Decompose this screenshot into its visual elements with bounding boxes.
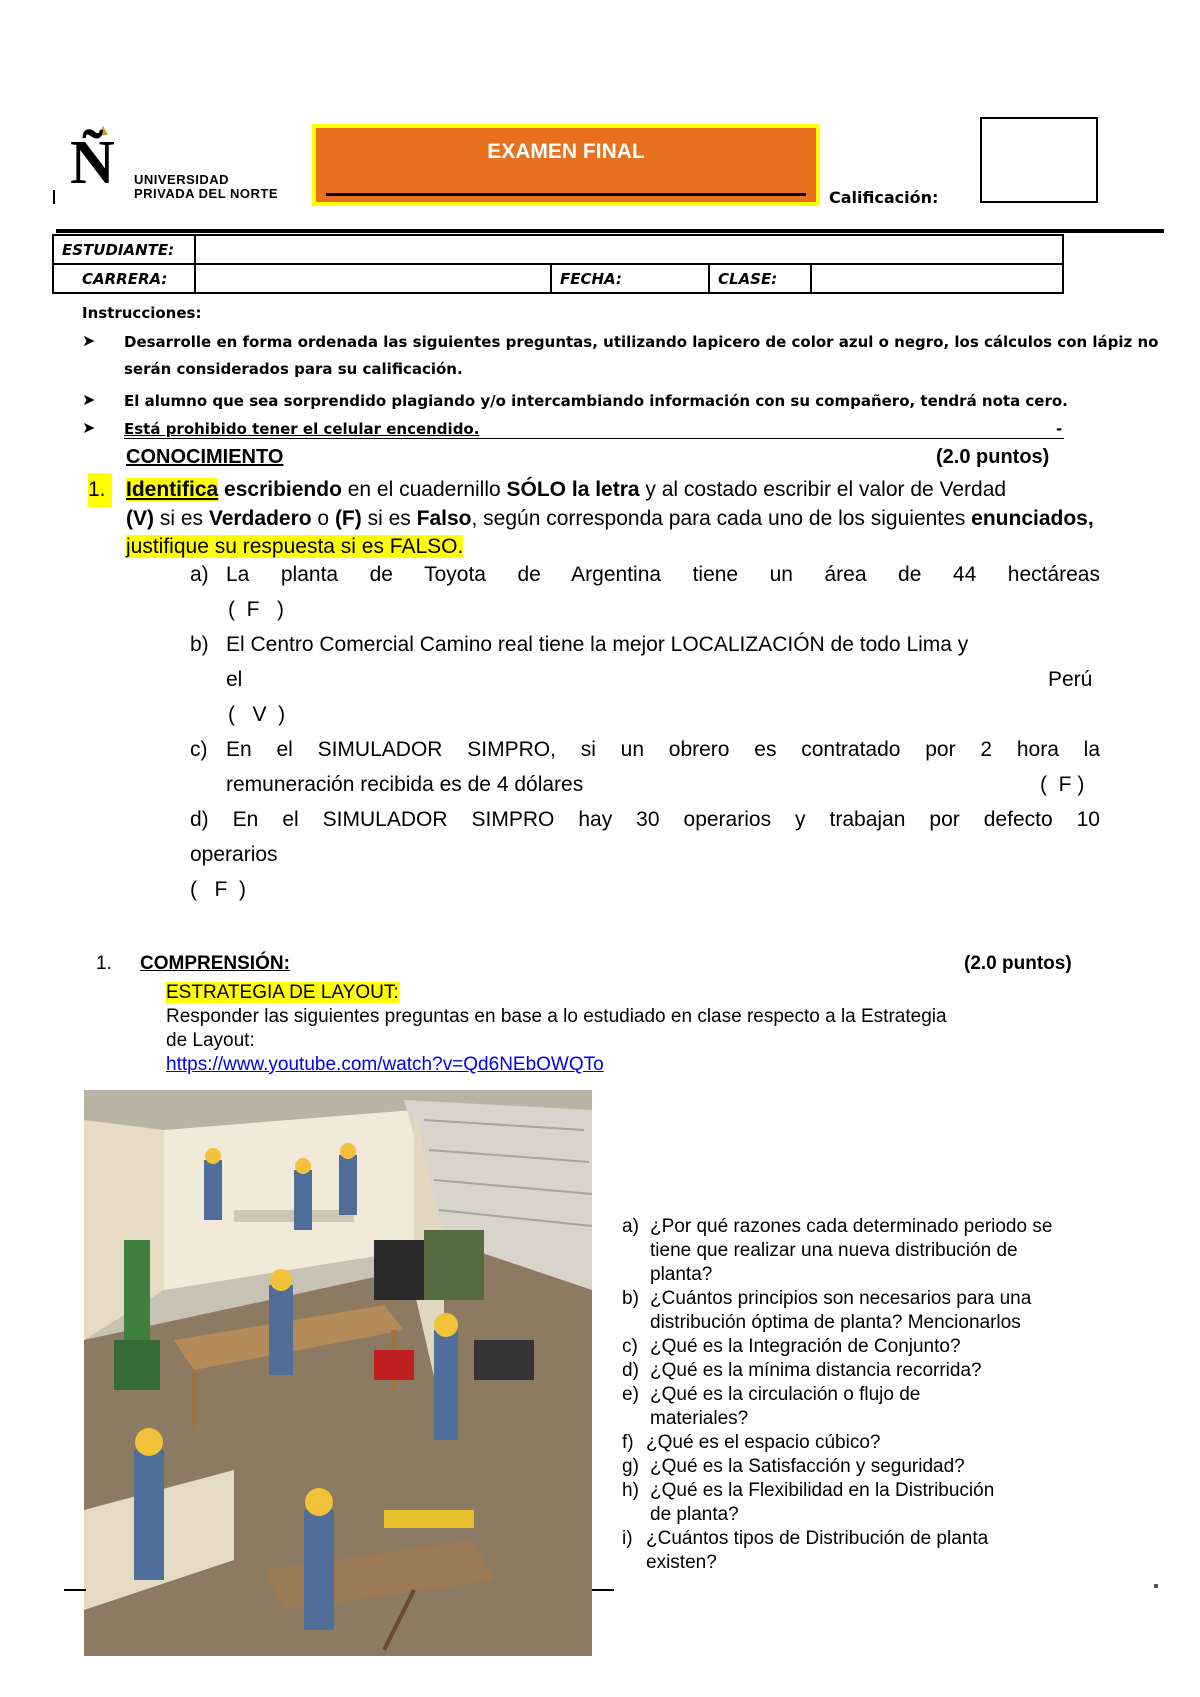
instruction-2: El alumno que sea sorprendido plagiando y/o intercambiando información con su compañero, tendrá nota cero.	[124, 392, 1068, 410]
question-line: ¿Qué es la Integración de Conjunto?	[650, 1336, 961, 1357]
item-a-text: La planta de Toyota de Argentina tiene un área de 44 hectáreas	[226, 563, 1100, 586]
question-label: e)	[622, 1384, 639, 1405]
career-label: CARRERA:	[53, 264, 195, 293]
item-b-label: b)	[190, 633, 209, 656]
question-line: distribución óptima de planta? Mencionarlos	[650, 1312, 1021, 1333]
section1-points: (2.0 puntos)	[936, 446, 1050, 468]
item-b-answer: ( V )	[228, 703, 286, 726]
bullet-arrow-icon: ➤	[82, 392, 96, 409]
instruction-underline	[124, 438, 1064, 439]
line2-text-j: ,	[1087, 507, 1094, 530]
item-a-answer: ( F )	[228, 598, 284, 621]
verdadero-word: Verdadero	[208, 507, 312, 530]
question-item	[622, 1527, 1142, 1575]
bullet-arrow-icon: ➤	[82, 333, 96, 350]
question-label: f)	[622, 1432, 634, 1453]
logo-line2: PRIVADA DEL NORTE	[134, 186, 279, 201]
youtube-link[interactable]: https://www.youtube.com/watch?v=Qd6NEbOWQTo	[166, 1054, 604, 1075]
question-label: d)	[622, 1360, 639, 1381]
section2-number: 1.	[96, 953, 112, 974]
student-label: ESTUDIANTE:	[53, 235, 195, 264]
question-label: h)	[622, 1480, 639, 1501]
falso-word: Falso	[416, 507, 472, 530]
class-field[interactable]	[811, 264, 1063, 293]
line2-text-f: si es	[361, 507, 417, 530]
layout-strategy-heading: ESTRATEGIA DE LAYOUT:	[166, 982, 399, 1003]
item-b-text1: El Centro Comercial Camino real tiene la mejor LOCALIZACIÓN de todo Lima y	[226, 633, 969, 656]
identifica-word: Identifica	[126, 478, 219, 501]
question-line: ¿Qué es la circulación o flujo de	[650, 1384, 921, 1405]
line1-text-e: y al costado escribir el valor de Verdad	[639, 478, 1007, 501]
question-line: ¿Qué es la Satisfacción y seguridad?	[650, 1456, 965, 1477]
section1-line3	[126, 530, 463, 564]
item-c-label: c)	[190, 738, 208, 761]
section2-desc2: de Layout:	[166, 1030, 255, 1051]
question-line: ¿Cuántos principios son necesarios para una	[650, 1288, 1032, 1309]
question-label: g)	[622, 1456, 639, 1477]
career-field[interactable]	[195, 264, 551, 293]
question-item	[622, 1479, 1142, 1527]
instruction-dash: -	[1056, 420, 1063, 438]
item-b-text2a: el	[226, 668, 243, 691]
section1-number: 1.	[88, 473, 112, 507]
enunciados-word: enunciados	[971, 507, 1088, 530]
question-line: ¿Cuántos tipos de Distribución de planta	[646, 1528, 989, 1549]
section2-desc1: Responder las siguientes preguntas en base a lo estudiado en clase respecto a la Estrategia	[166, 1006, 947, 1027]
footer-rule-left	[64, 1589, 86, 1591]
exam-title-box	[312, 124, 820, 206]
instruction-3: Está prohibido tener el celular encendido.	[124, 420, 480, 438]
question-item	[622, 1359, 1142, 1383]
justify-instruction: justifique su respuesta si es FALSO.	[126, 535, 464, 558]
student-row	[53, 235, 1063, 264]
question-label: b)	[622, 1288, 639, 1309]
career-row	[53, 264, 1063, 293]
section2-subtitle	[166, 982, 399, 1004]
question-line: ¿Qué es la mínima distancia recorrida?	[650, 1360, 982, 1381]
question-line: tiene que realizar una nueva distribución de	[650, 1240, 1018, 1261]
solo-letra-word: SÓLO la letra	[506, 478, 640, 501]
university-logo	[70, 122, 300, 202]
exam-title: EXAMEN FINAL	[487, 140, 645, 163]
item-d-text2: operarios	[190, 843, 278, 866]
question-label: a)	[622, 1216, 639, 1237]
section2-points: (2.0 puntos)	[964, 953, 1072, 974]
workshop-scene	[84, 1090, 592, 1656]
escribiendo-word: escribiendo	[224, 478, 342, 501]
f-mark: (F)	[334, 507, 362, 530]
question-label: i)	[622, 1528, 633, 1549]
item-c-text2: remuneración recibida es de 4 dólares	[226, 773, 584, 796]
footer-rule-mid	[592, 1589, 614, 1591]
grade-label: Calificación:	[829, 188, 939, 207]
item-a-label: a)	[190, 563, 209, 586]
student-info-table	[52, 234, 1064, 294]
question-line: materiales?	[650, 1408, 749, 1429]
question-item	[622, 1215, 1142, 1287]
item-d-answer: ( F )	[190, 878, 246, 901]
question-item	[622, 1287, 1142, 1335]
line2-text-h: , según corresponda para cada uno de los siguientes	[471, 507, 972, 530]
question-line: ¿Qué es el espacio cúbico?	[646, 1432, 881, 1453]
logo-letter: Ñ	[70, 129, 115, 197]
item-c-answer: ( F )	[1040, 773, 1085, 796]
item-b-text2b: Perú	[1048, 668, 1093, 691]
question-line: planta?	[650, 1264, 713, 1285]
student-field[interactable]	[195, 235, 1063, 264]
line1-text-c: en el cuadernillo	[341, 478, 507, 501]
item-d-text1: d) En el SIMULADOR SIMPRO hay 30 operarios y trabajan por defecto 10	[190, 808, 1100, 831]
section1-title: CONOCIMIENTO	[126, 446, 284, 468]
instruction-1b: serán considerados para su calificación.	[124, 360, 463, 378]
question-line: ¿Qué es la Flexibilidad en la Distribución	[650, 1480, 995, 1501]
item-c-text1: En el SIMULADOR SIMPRO, si un obrero es contratado por 2 hora la	[226, 738, 1100, 761]
page-left-mark	[53, 190, 55, 204]
line2-text-d: o	[311, 507, 335, 530]
question-item	[622, 1431, 1142, 1455]
header-rule	[56, 229, 1164, 233]
bullet-arrow-icon: ➤	[82, 420, 96, 437]
question-line: ¿Por qué razones cada determinado periodo se	[650, 1216, 1053, 1237]
footer-mark-right	[1154, 1584, 1158, 1588]
line2-text-b: si es	[154, 507, 209, 530]
section2-title: COMPRENSIÓN:	[140, 953, 290, 974]
date-label: FECHA:	[551, 264, 709, 293]
logo-line1: UNIVERSIDAD	[134, 172, 230, 187]
instruction-1a: Desarrolle en forma ordenada las siguientes preguntas, utilizando lapicero de color azul o negro, los cálculos con lápiz no	[124, 333, 1159, 351]
workshop-illustration	[84, 1090, 592, 1656]
question-label: c)	[622, 1336, 638, 1357]
question-item	[622, 1335, 1142, 1359]
question-line: existen?	[646, 1552, 717, 1573]
instructions-title: Instrucciones:	[82, 304, 202, 322]
question-item	[622, 1455, 1142, 1479]
title-underline	[326, 193, 806, 196]
v-mark: (V)	[126, 507, 154, 530]
class-label: CLASE:	[709, 264, 811, 293]
grade-box[interactable]	[980, 117, 1098, 203]
question-line: de planta?	[650, 1504, 739, 1525]
questions-list	[622, 1215, 1142, 1575]
question-item	[622, 1383, 1142, 1431]
